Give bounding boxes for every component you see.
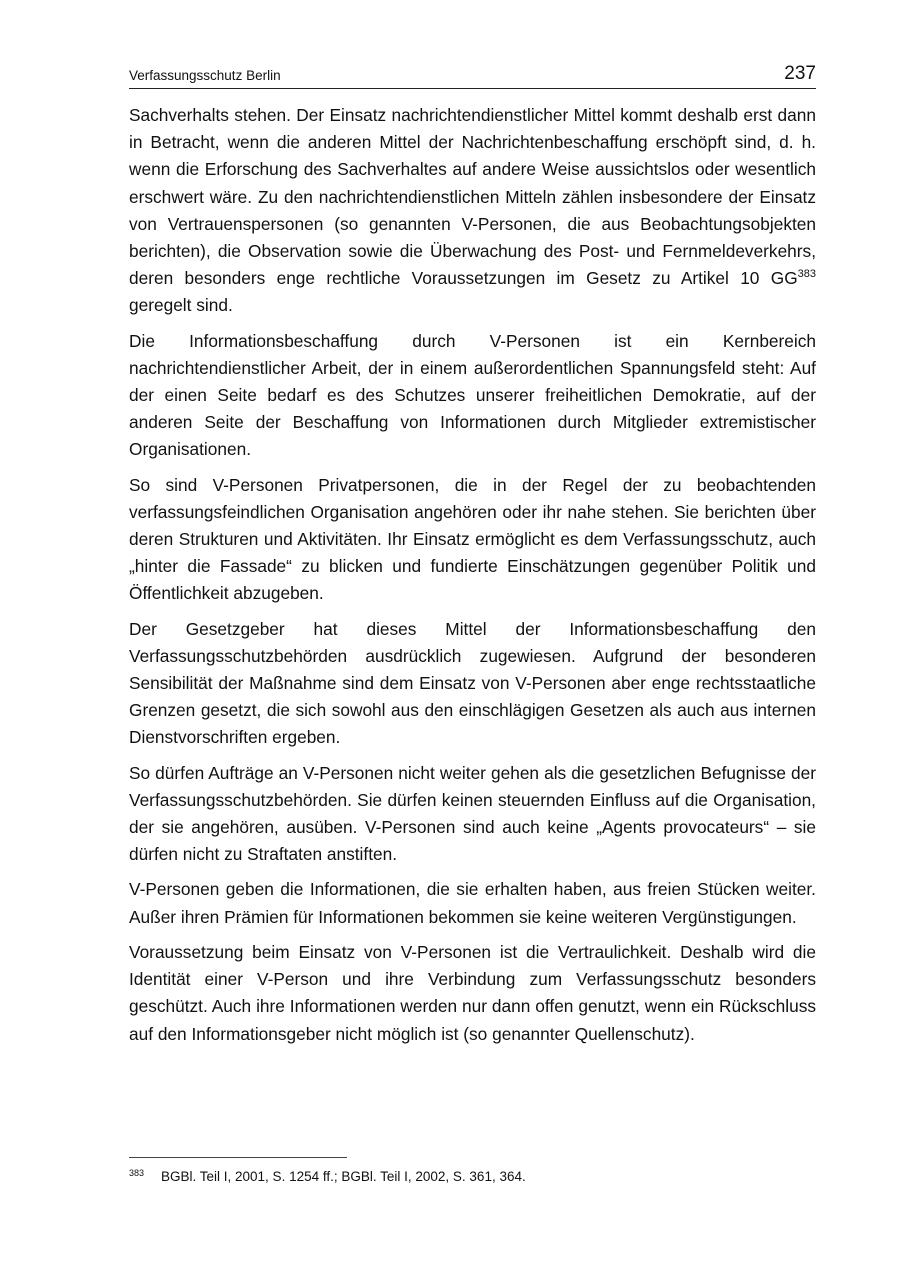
footnote-divider	[129, 1157, 347, 1158]
footnote-text: BGBl. Teil I, 2001, S. 1254 ff.; BGBl. Teil I, 2002, S. 361, 364.	[161, 1169, 526, 1184]
footnote-mark: 383	[129, 1168, 145, 1178]
page-number: 237	[784, 63, 816, 84]
paragraph-5: So dürfen Aufträge an V-Personen nicht weiter gehen als die gesetzlichen Befugnisse der Verfassungsschutzbehörden. Sie dürfen keinen steuernden Einfluss auf die Organisation, der sie angehören, ausüben. V-Personen sind auch keine „Agents provocateurs“ – sie dürfen nicht zu Straftaten anstiften.	[129, 762, 816, 865]
footnote-reference: 383	[797, 268, 816, 281]
paragraph-2: Die Informationsbeschaffung durch V-Personen ist ein Kernbereich nachrichtendienstlicher Arbeit, der in einem außerordentlichen Spannungsfeld steht: Auf der einen Seite bedarf es des Schutzes unserer freiheitlichen Demokratie, auf der anderen Seite der Beschaffung von Informationen durch Mitglieder extremistischer Organisationen.	[129, 330, 816, 460]
paragraph-7: Voraussetzung beim Einsatz von V-Personen ist die Vertraulichkeit. Deshalb wird die Identität einer V-Person und ihre Verbindung zum Verfassungsschutz besonders geschützt. Auch ihre Informationen werden nur dann offen genutzt, wenn ein Rückschluss auf den Informationsgeber nicht möglich ist (so genannter Quellenschutz).	[129, 941, 816, 1044]
header-title: Verfassungsschutz Berlin	[129, 68, 281, 83]
paragraph-1	[129, 102, 816, 320]
footnote	[129, 1167, 816, 1187]
paragraph-4: Der Gesetzgeber hat dieses Mittel der Informationsbeschaffung den Verfassungsschutzbehörden ausdrücklich zugewiesen. Aufgrund der besonderen Sensibilität der Maßnahme sind dem Einsatz von V-Personen aber enge rechtsstaatliche Grenzen gesetzt, die sich sowohl aus den einschlägigen Gesetzen als auch aus internen Dienstvorschriften ergeben.	[129, 618, 816, 748]
running-header	[129, 62, 816, 89]
body-text	[129, 102, 816, 1056]
paragraph-1-text: Sachverhalts stehen. Der Einsatz nachrichtendienstlicher Mittel kommt deshalb erst dann in Betracht, wenn die anderen Mittel der Nachrichtenbeschaffung erschöpft sind, d. h. wenn die Erforschung des Sachverhaltes auf andere Weise aussichtslos oder wesentlich erschwert wäre. Zu den nachrichtendienstlichen Mitteln zählen insbesondere der Einsatz von Vertrauenspersonen (so genannten V-Personen, die aus Beobachtungsobjekten berichten), die Observation sowie die Überwachung des Post- und Fernmeldeverkehrs, deren besonders enge rechtliche Voraussetzungen im Gesetz zu Artikel 10 GG	[129, 105, 816, 289]
paragraph-3: So sind V-Personen Privatpersonen, die in der Regel der zu beobachtenden verfassungsfeindlichen Organisation angehören oder ihr nahe stehen. Sie berichten über deren Strukturen und Aktivitäten. Ihr Einsatz ermöglicht es dem Verfassungsschutz, auch „hinter die Fassade“ zu blicken und fundierte Einschätzungen gegenüber Politik und Öffentlichkeit abzugeben.	[129, 474, 816, 604]
paragraph-6: V-Personen geben die Informationen, die sie erhalten haben, aus freien Stücken weiter. Außer ihren Prämien für Informationen bekommen sie keine weiteren Vergünstigungen.	[129, 879, 816, 927]
paragraph-1-tail: geregelt sind.	[129, 295, 233, 316]
